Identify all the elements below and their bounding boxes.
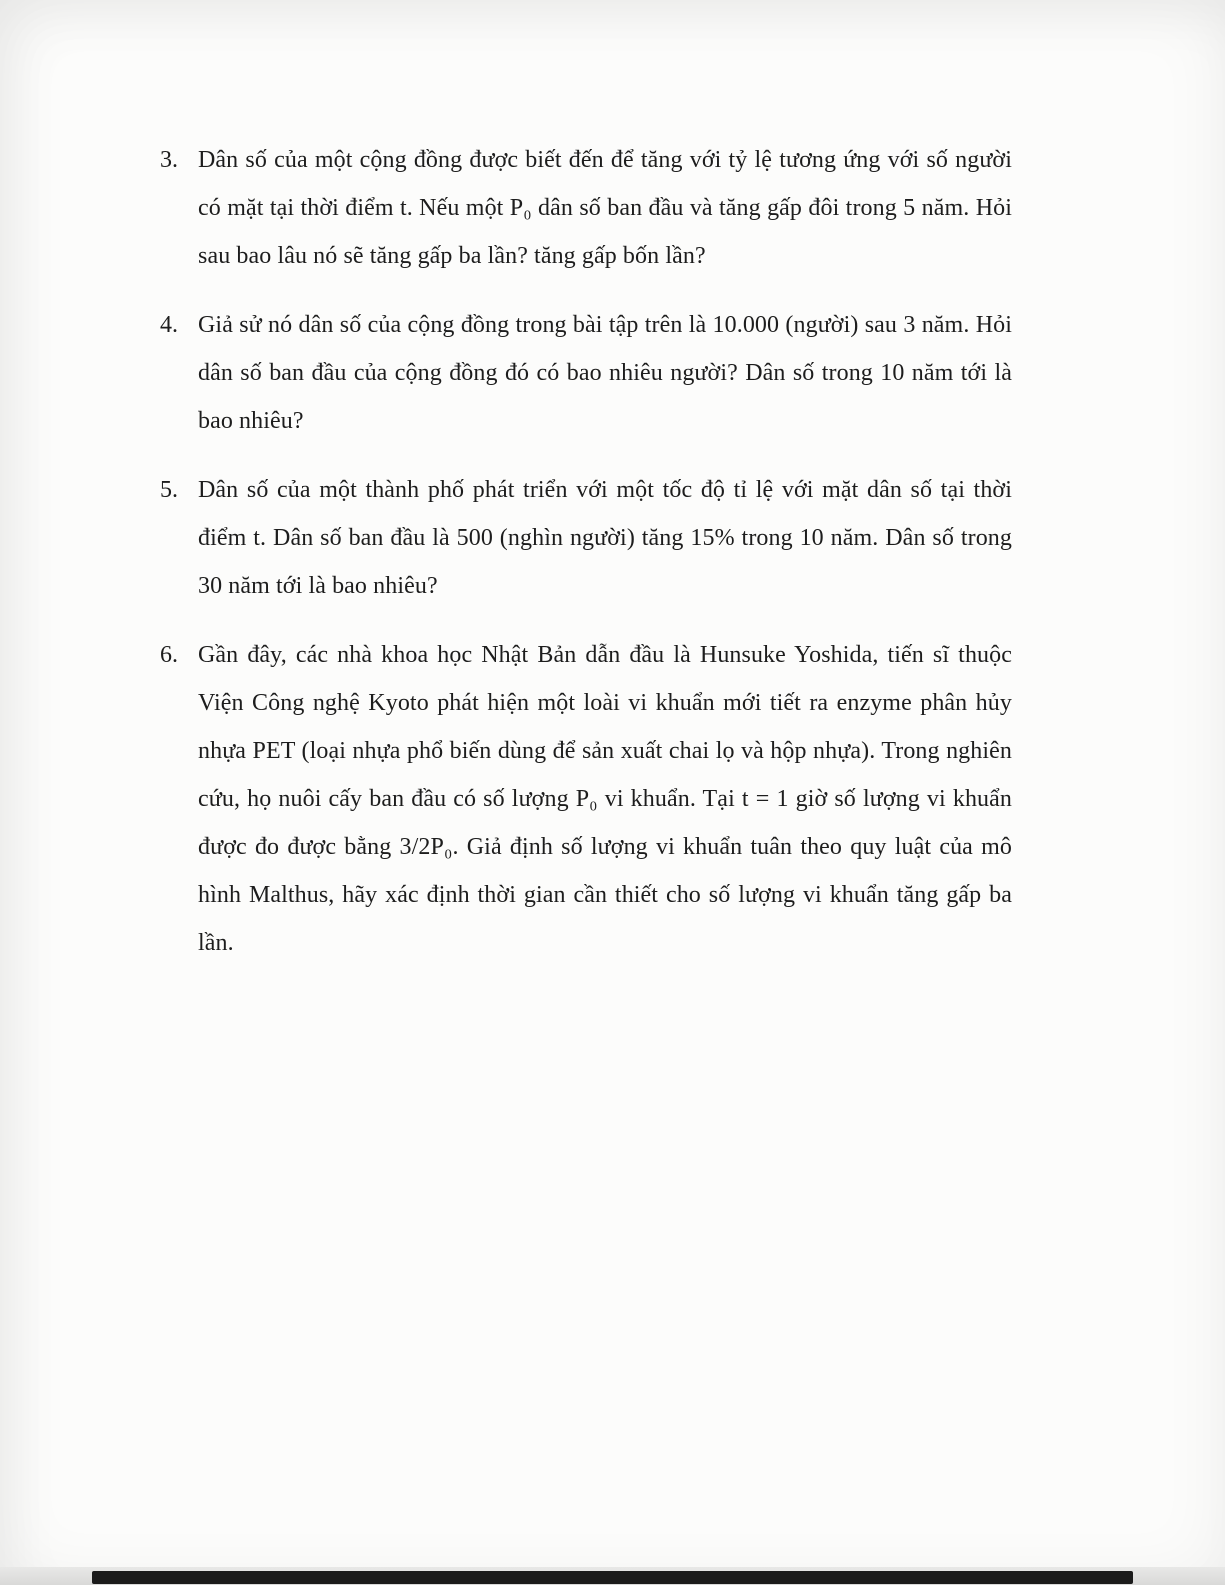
problem-text: Dân số của một cộng đồng được biết đến để tăng với tỷ lệ tương ứng với số người có mặt tại thời điểm t. Nếu một P₀ dân số ban đầu và tăng gấp đôi trong 5 năm. Hỏi sau bao lâu nó sẽ tăng gấp ba lần? tăng gấp bốn lần?	[198, 147, 1012, 269]
problem-number: 6.	[160, 642, 178, 668]
problem-item	[160, 301, 1012, 445]
problem-text: Giả sử nó dân số của cộng đồng trong bài tập trên là 10.000 (người) sau 3 năm. Hỏi dân số ban đầu của cộng đồng đó có bao nhiêu người? Dân số trong 10 năm tới là bao nhiêu?	[198, 312, 1012, 434]
problem-number: 4.	[160, 312, 178, 338]
problem-item	[160, 136, 1012, 280]
problem-item	[160, 466, 1012, 610]
problem-text: Dân số của một thành phố phát triển với một tốc độ tỉ lệ với mặt dân số tại thời điểm t. Dân số ban đầu là 500 (nghìn người) tăng 15% trong 10 năm. Dân số trong 30 năm tới là bao nhiêu?	[198, 477, 1012, 599]
problem-text: Gần đây, các nhà khoa học Nhật Bản dẫn đầu là Hunsuke Yoshida, tiến sĩ thuộc Viện Công nghệ Kyoto phát hiện một loài vi khuẩn mới tiết ra enzyme phân hủy nhựa PET (loại nhựa phổ biến dùng để sản xuất chai lọ và hộp nhựa). Trong nghiên cứu, họ nuôi cấy ban đầu có số lượng P₀ vi khuẩn. Tại t = 1 giờ số lượng vi khuẩn được đo được bằng 3/2P₀. Giả định số lượng vi khuẩn tuân theo quy luật của mô hình Malthus, hãy xác định thời gian cần thiết cho số lượng vi khuẩn tăng gấp ba lần.	[198, 642, 1012, 956]
problem-number: 5.	[160, 477, 178, 503]
problem-item	[160, 631, 1012, 967]
problem-list	[160, 136, 1012, 988]
problem-number: 3.	[160, 147, 178, 173]
next-page-edge	[92, 1571, 1133, 1584]
